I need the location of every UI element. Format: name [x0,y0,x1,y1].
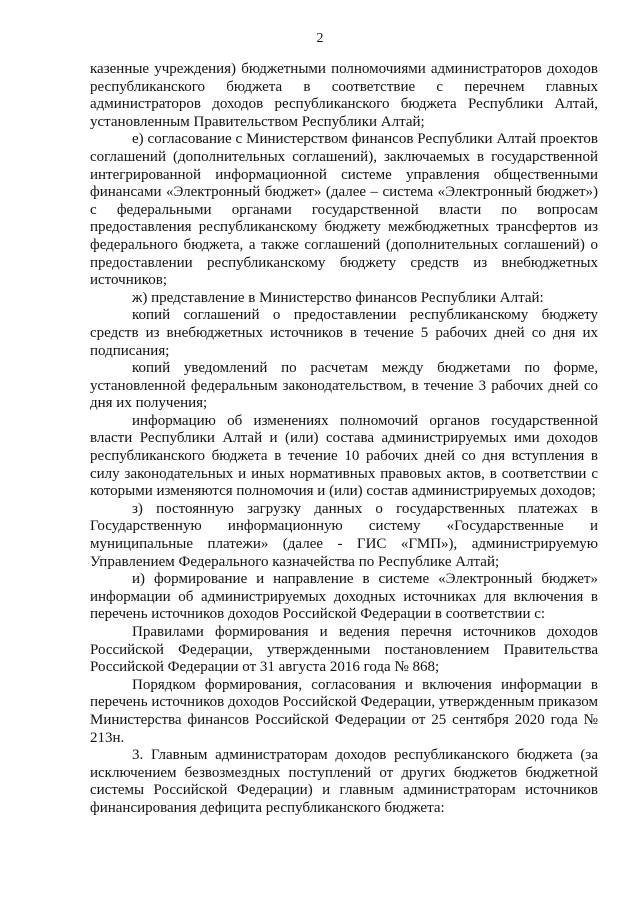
paragraph-kazennye-uchrezhdeniya: казенные учреждения) бюджетными полномочиями администраторов доходов республиканского бюджета в соответствие с перечнем главных администраторов доходов республиканского бюджета Республики Алтай, установленным Правительством Республики Алтай; [90,61,598,130]
document-body [90,61,598,818]
paragraph-item-zh: ж) представление в Министерство финансов Республики Алтай: [132,289,544,306]
paragraph-information-changes: информацию об изменениях полномочий органов государственной власти Республики Алтай и (или) состава администрируемых ими доходов республиканского бюджета в течение 10 рабочих дней со дня вступления в силу законодательных и иных нормативных правовых актов, в соответствии с которыми изменяются полномочия и (или) состав администрируемых доходов; [90,412,598,500]
paragraph-item-i: и) формирование и направление в системе «Электронный бюджет» информации об администрируемых доходных источниках для включения в перечень источников доходов Российской Федерации в соответствии с: [90,571,598,623]
paragraph-order: Порядком формирования, согласования и включения информации в перечень источников доходов Российской Федерации, утвержденным приказом Министерства финансов Российской Федерации от 25 сентября 2020 года № 213н. [90,676,598,746]
paragraph-rules: Правилами формирования и ведения перечня источников доходов Российской Федерации, утвержденными постановлением Правительства Российской Федерации от 31 августа 2016 года № 868; [90,624,598,676]
paragraph-item-3: 3. Главным администраторам доходов республиканского бюджета (за исключением безвозмездных поступлений от других бюджетов бюджетной системы Российской Федерации) и главным администраторам источников финансирования дефицита республиканского бюджета: [90,747,598,816]
page-number: 2 [316,31,324,46]
paragraph-copies-agreements: копий соглашений о предоставлении республиканскому бюджету средств из внебюджетных источников в течение 5 рабочих дней со дня их подписания; [90,307,598,359]
paragraph-copies-notifications: копий уведомлений по расчетам между бюджетами по форме, установленной федеральным законодательством, в течение 3 рабочих дней со дня их получения; [90,360,598,412]
paragraph-item-e: е) согласование с Министерством финансов Республики Алтай проектов соглашений (дополнительных соглашений), заключаемых в государственной интегрированной информационной системе управления общественными финансами «Электронный бюджет» (далее – система «Электронный бюджет») с федеральными органами государственной власти по вопросам предоставления республиканскому бюджету межбюджетных трансфертов из федерального бюджета, а также соглашений (дополнительных соглашений) о предоставлении республиканскому бюджету средств из внебюджетных источников; [90,131,598,289]
paragraph-item-z: з) постоянную загрузку данных о государственных платежах в Государственную информационную систему «Государственные и муниципальные платежи» (далее - ГИС «ГМП»), администрируемую Управлением Федерального казначейства по Республике Алтай; [90,500,598,570]
